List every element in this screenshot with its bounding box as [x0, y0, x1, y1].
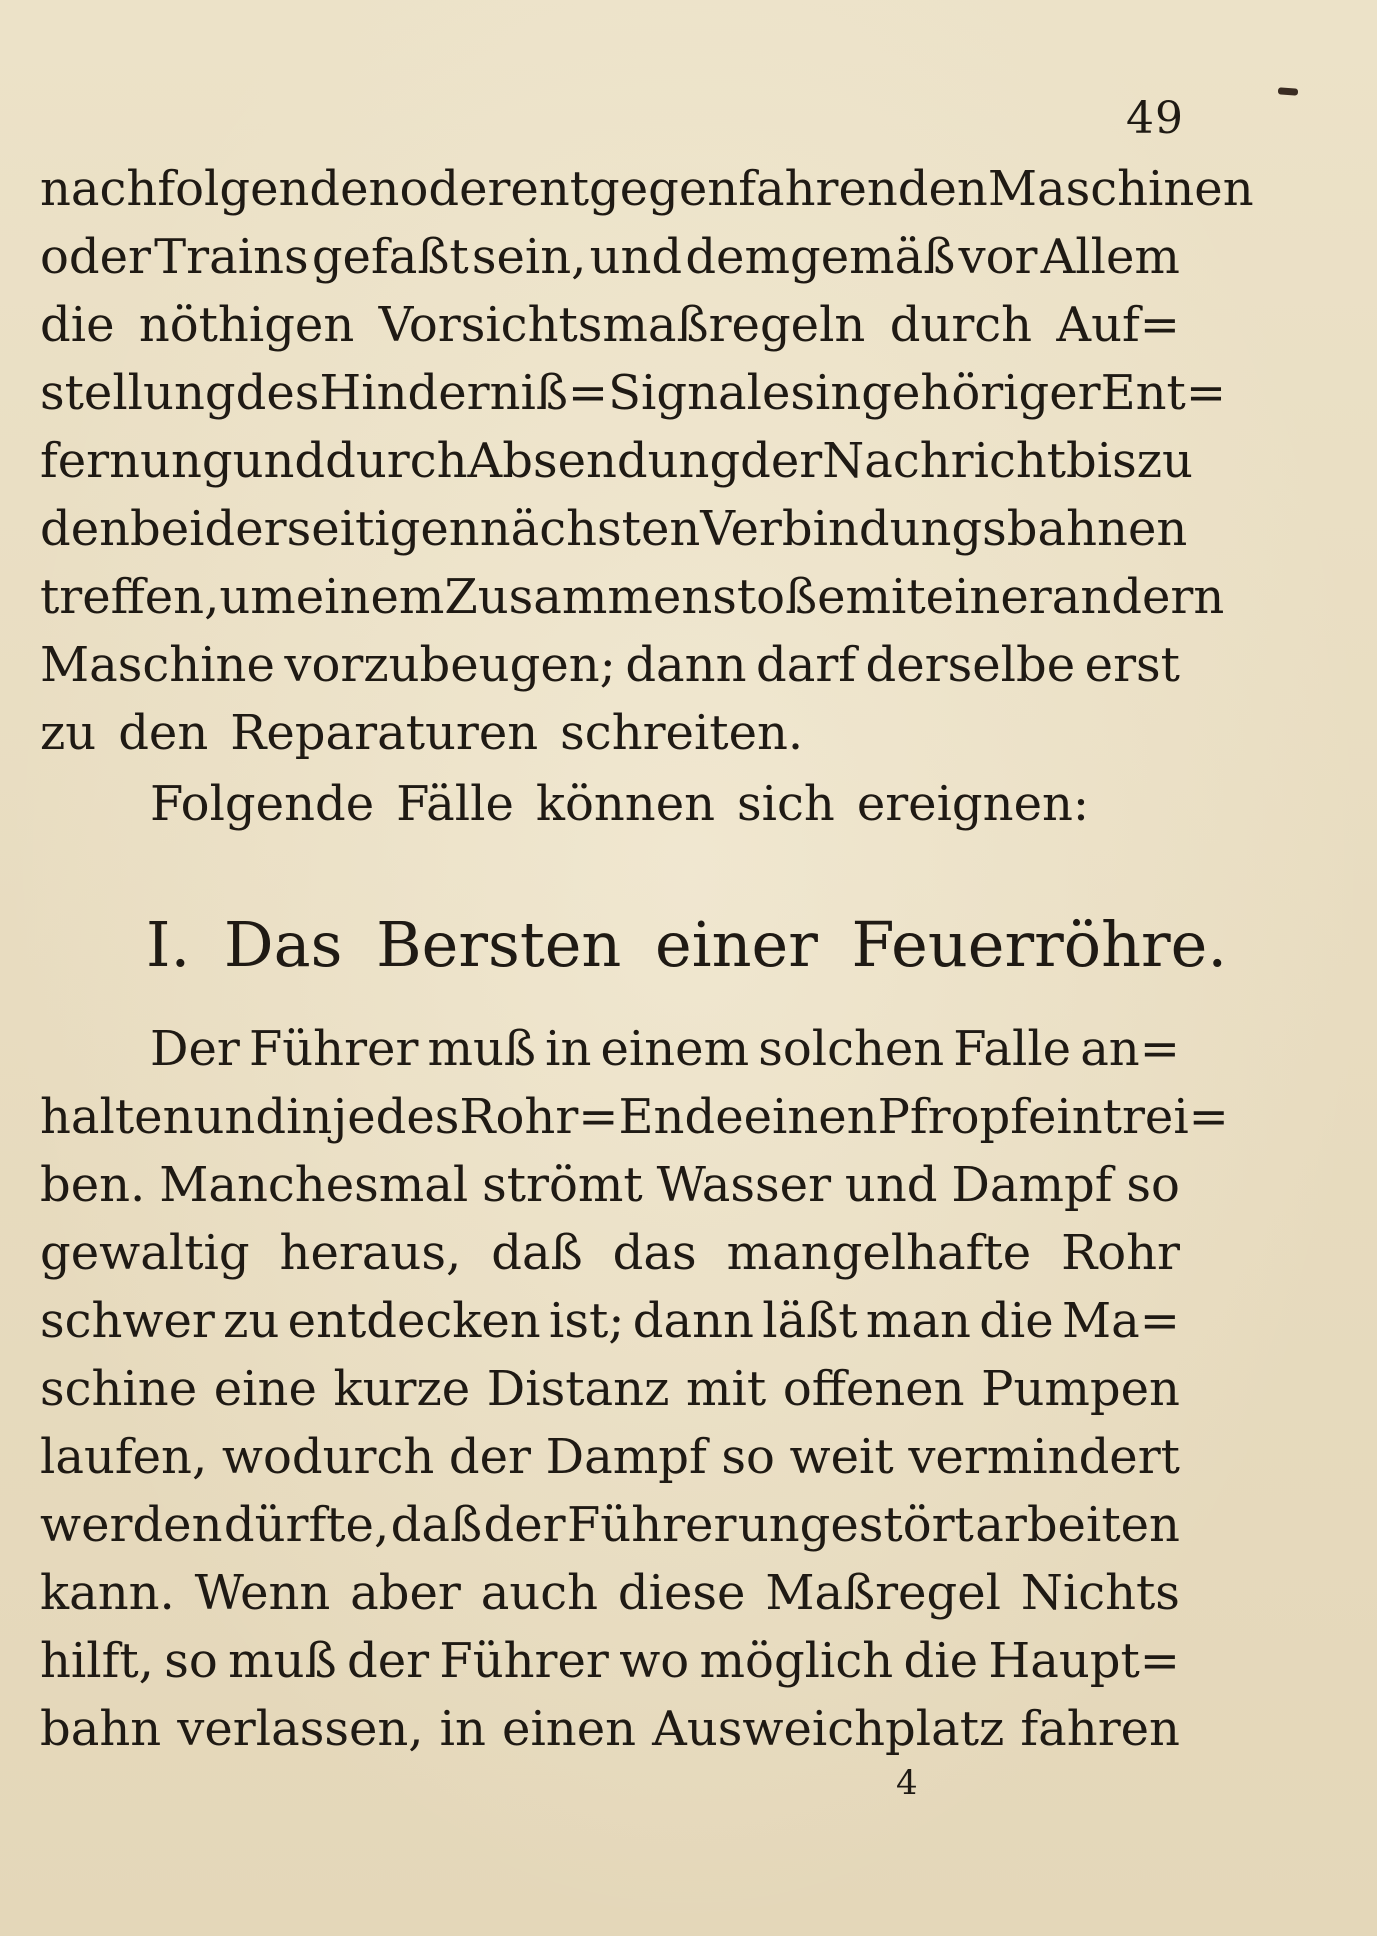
word: der — [740, 433, 823, 489]
text-line — [40, 495, 1188, 563]
word: halten — [40, 1089, 194, 1145]
word: Zusammenstoße — [444, 569, 846, 625]
word: Pumpen — [981, 1361, 1180, 1417]
page-number: 49 — [1126, 93, 1184, 144]
word: Manchesmal — [159, 1157, 469, 1213]
word: ben. — [40, 1157, 146, 1213]
word: man — [865, 1293, 971, 1349]
word: einer — [925, 569, 1052, 625]
word: Absendung — [467, 433, 741, 489]
paragraph-1 — [40, 155, 1254, 767]
word: können — [535, 776, 716, 832]
word: daß — [390, 1497, 483, 1553]
text-line — [40, 1491, 1180, 1559]
word: vor — [958, 229, 1038, 285]
word: Distanz — [486, 1361, 670, 1417]
word: des — [235, 365, 320, 421]
word: Wenn — [194, 1565, 331, 1621]
word: entgegenfahrenden — [510, 161, 988, 217]
word: so — [1126, 1157, 1180, 1213]
text-line — [40, 1151, 1180, 1219]
text-line — [40, 155, 1254, 223]
text-line — [40, 291, 1180, 359]
word: arbeiten — [975, 1497, 1180, 1553]
word: die — [979, 1293, 1054, 1349]
word: ist; — [549, 1293, 625, 1349]
word: Pfropf — [877, 1089, 1028, 1145]
word: in — [286, 1089, 333, 1145]
word: schreiten. — [560, 705, 804, 761]
word: Nichts — [1020, 1565, 1180, 1621]
word: erst — [1084, 637, 1180, 693]
word: kurze — [333, 1361, 471, 1417]
word: durch — [325, 433, 468, 489]
word: fahren — [1020, 1701, 1180, 1757]
word: Maschinen — [987, 161, 1254, 217]
word: in — [815, 365, 862, 421]
word: Ausweichplatz — [652, 1701, 1005, 1757]
word: einem — [295, 569, 445, 625]
word: Führer — [439, 1633, 609, 1689]
word: ungestört — [737, 1497, 974, 1553]
word: Der — [150, 1021, 240, 1077]
section-heading: I. Das Bersten einer Feuerröhre. — [146, 908, 1228, 981]
word: nöthigen — [138, 297, 355, 353]
word: verlassen, — [177, 1701, 424, 1757]
word: laufen, — [40, 1429, 208, 1485]
word: wodurch — [221, 1429, 435, 1485]
word: oder — [399, 161, 511, 217]
word: entdecken — [287, 1293, 541, 1349]
word: daß — [491, 1225, 583, 1281]
word: hilft, — [40, 1633, 154, 1689]
word: Auf= — [1056, 297, 1180, 353]
word: treffen, — [40, 569, 220, 625]
word: darf — [755, 637, 857, 693]
text-line — [40, 563, 1225, 631]
word: muß — [228, 1633, 337, 1689]
word: zu — [223, 1293, 280, 1349]
word: werden — [40, 1497, 223, 1553]
word: den — [118, 705, 209, 761]
word: und — [589, 229, 683, 285]
paragraph-3 — [40, 1015, 1229, 1763]
word: stellung — [40, 365, 236, 421]
word: auch — [480, 1565, 599, 1621]
word: kann. — [40, 1565, 175, 1621]
word: mit — [686, 1361, 767, 1417]
word: offenen — [782, 1361, 965, 1417]
paragraph-2 — [40, 770, 1180, 838]
word: Dampf — [951, 1157, 1113, 1213]
word: Maßregel — [765, 1565, 1001, 1621]
word: in — [439, 1701, 486, 1757]
word: so — [721, 1429, 775, 1485]
word: Dampf — [545, 1429, 707, 1485]
text-line — [40, 631, 1180, 699]
text-line — [40, 1355, 1180, 1423]
text-line — [40, 1219, 1180, 1287]
word: mit — [845, 569, 926, 625]
text-line — [40, 427, 1193, 495]
word: die — [903, 1633, 978, 1689]
word: Haupt= — [988, 1633, 1180, 1689]
word: einem — [600, 1021, 750, 1077]
word: Verbindungsbahnen — [700, 501, 1188, 557]
word: in — [545, 1021, 592, 1077]
word: an= — [1080, 1021, 1180, 1077]
word: jedes — [332, 1089, 460, 1145]
word: vorzubeugen; — [284, 637, 616, 693]
word: möglich — [699, 1633, 894, 1689]
text-line — [40, 223, 1180, 291]
word: andern — [1051, 569, 1225, 625]
word: Ent= — [1100, 365, 1227, 421]
text-line — [40, 1559, 1180, 1627]
word: mangelhafte — [726, 1225, 1032, 1281]
word: der — [483, 1497, 566, 1553]
text-line — [40, 1695, 1180, 1763]
word: Trains — [154, 229, 309, 285]
word: Folgende — [150, 776, 375, 832]
word: diese — [617, 1565, 746, 1621]
word: vermindert — [908, 1429, 1180, 1485]
text-line — [40, 359, 1227, 427]
word: Maschine — [40, 637, 275, 693]
word: solchen — [758, 1021, 945, 1077]
word: gehöriger — [861, 365, 1101, 421]
text-line — [40, 699, 1180, 767]
word: Rohr — [1061, 1225, 1180, 1281]
word: Allem — [1040, 229, 1180, 285]
word: gefaßt — [311, 229, 469, 285]
word: derselbe — [865, 637, 1076, 693]
word: schwer — [40, 1293, 215, 1349]
word: bis — [1066, 433, 1137, 489]
word: und — [193, 1089, 287, 1145]
text-line — [40, 1083, 1229, 1151]
word: eintrei= — [1028, 1089, 1229, 1145]
word: wo — [619, 1633, 690, 1689]
word: heraus, — [279, 1225, 462, 1281]
word: nächsten — [479, 501, 701, 557]
signature-mark: 4 — [896, 1763, 918, 1803]
word: strömt — [482, 1157, 643, 1213]
text-line — [40, 1627, 1180, 1695]
text-line — [40, 1287, 1180, 1355]
word: dürfte, — [223, 1497, 390, 1553]
word: bahn — [40, 1701, 162, 1757]
word: der — [347, 1633, 430, 1689]
word: Nachricht — [822, 433, 1067, 489]
word: aber — [350, 1565, 461, 1621]
word: zu — [40, 705, 97, 761]
word: Reparaturen — [230, 705, 539, 761]
word: um — [219, 569, 296, 625]
word: gewaltig — [40, 1225, 250, 1281]
text-line — [40, 1015, 1180, 1083]
word: Rohr=Ende — [459, 1089, 744, 1145]
ink-mark — [1278, 87, 1298, 95]
word: nachfolgenden — [40, 161, 400, 217]
word: und — [232, 433, 326, 489]
word: läßt — [762, 1293, 858, 1349]
word: schine — [40, 1361, 198, 1417]
word: die — [40, 297, 115, 353]
text-line — [40, 770, 1180, 838]
word: Fälle — [396, 776, 514, 832]
text-line — [40, 1423, 1180, 1491]
word: Führer — [566, 1497, 737, 1553]
word: so — [164, 1633, 218, 1689]
word: ereignen: — [856, 776, 1090, 832]
word: Wasser — [656, 1157, 832, 1213]
word: zu — [1136, 433, 1193, 489]
word: oder — [40, 229, 151, 285]
word: Vorsichtsmaßregeln — [378, 297, 866, 353]
word: demgemäß — [685, 229, 956, 285]
word: Falle — [953, 1021, 1072, 1077]
word: muß — [427, 1021, 536, 1077]
word: Ma= — [1061, 1293, 1180, 1349]
word: eine — [213, 1361, 317, 1417]
word: Führer — [248, 1021, 419, 1077]
word: sich — [737, 776, 835, 832]
word: fernung — [40, 433, 233, 489]
word: Hinderniß=Signales — [319, 365, 815, 421]
word: sein, — [471, 229, 587, 285]
word: dann — [625, 637, 747, 693]
word: dann — [632, 1293, 754, 1349]
word: den — [40, 501, 131, 557]
word: einen — [502, 1701, 637, 1757]
word: einen — [743, 1089, 878, 1145]
word: das — [612, 1225, 697, 1281]
word: weit — [789, 1429, 894, 1485]
word: beiderseitigen — [130, 501, 480, 557]
word: und — [844, 1157, 938, 1213]
word: der — [448, 1429, 531, 1485]
word: durch — [889, 297, 1033, 353]
